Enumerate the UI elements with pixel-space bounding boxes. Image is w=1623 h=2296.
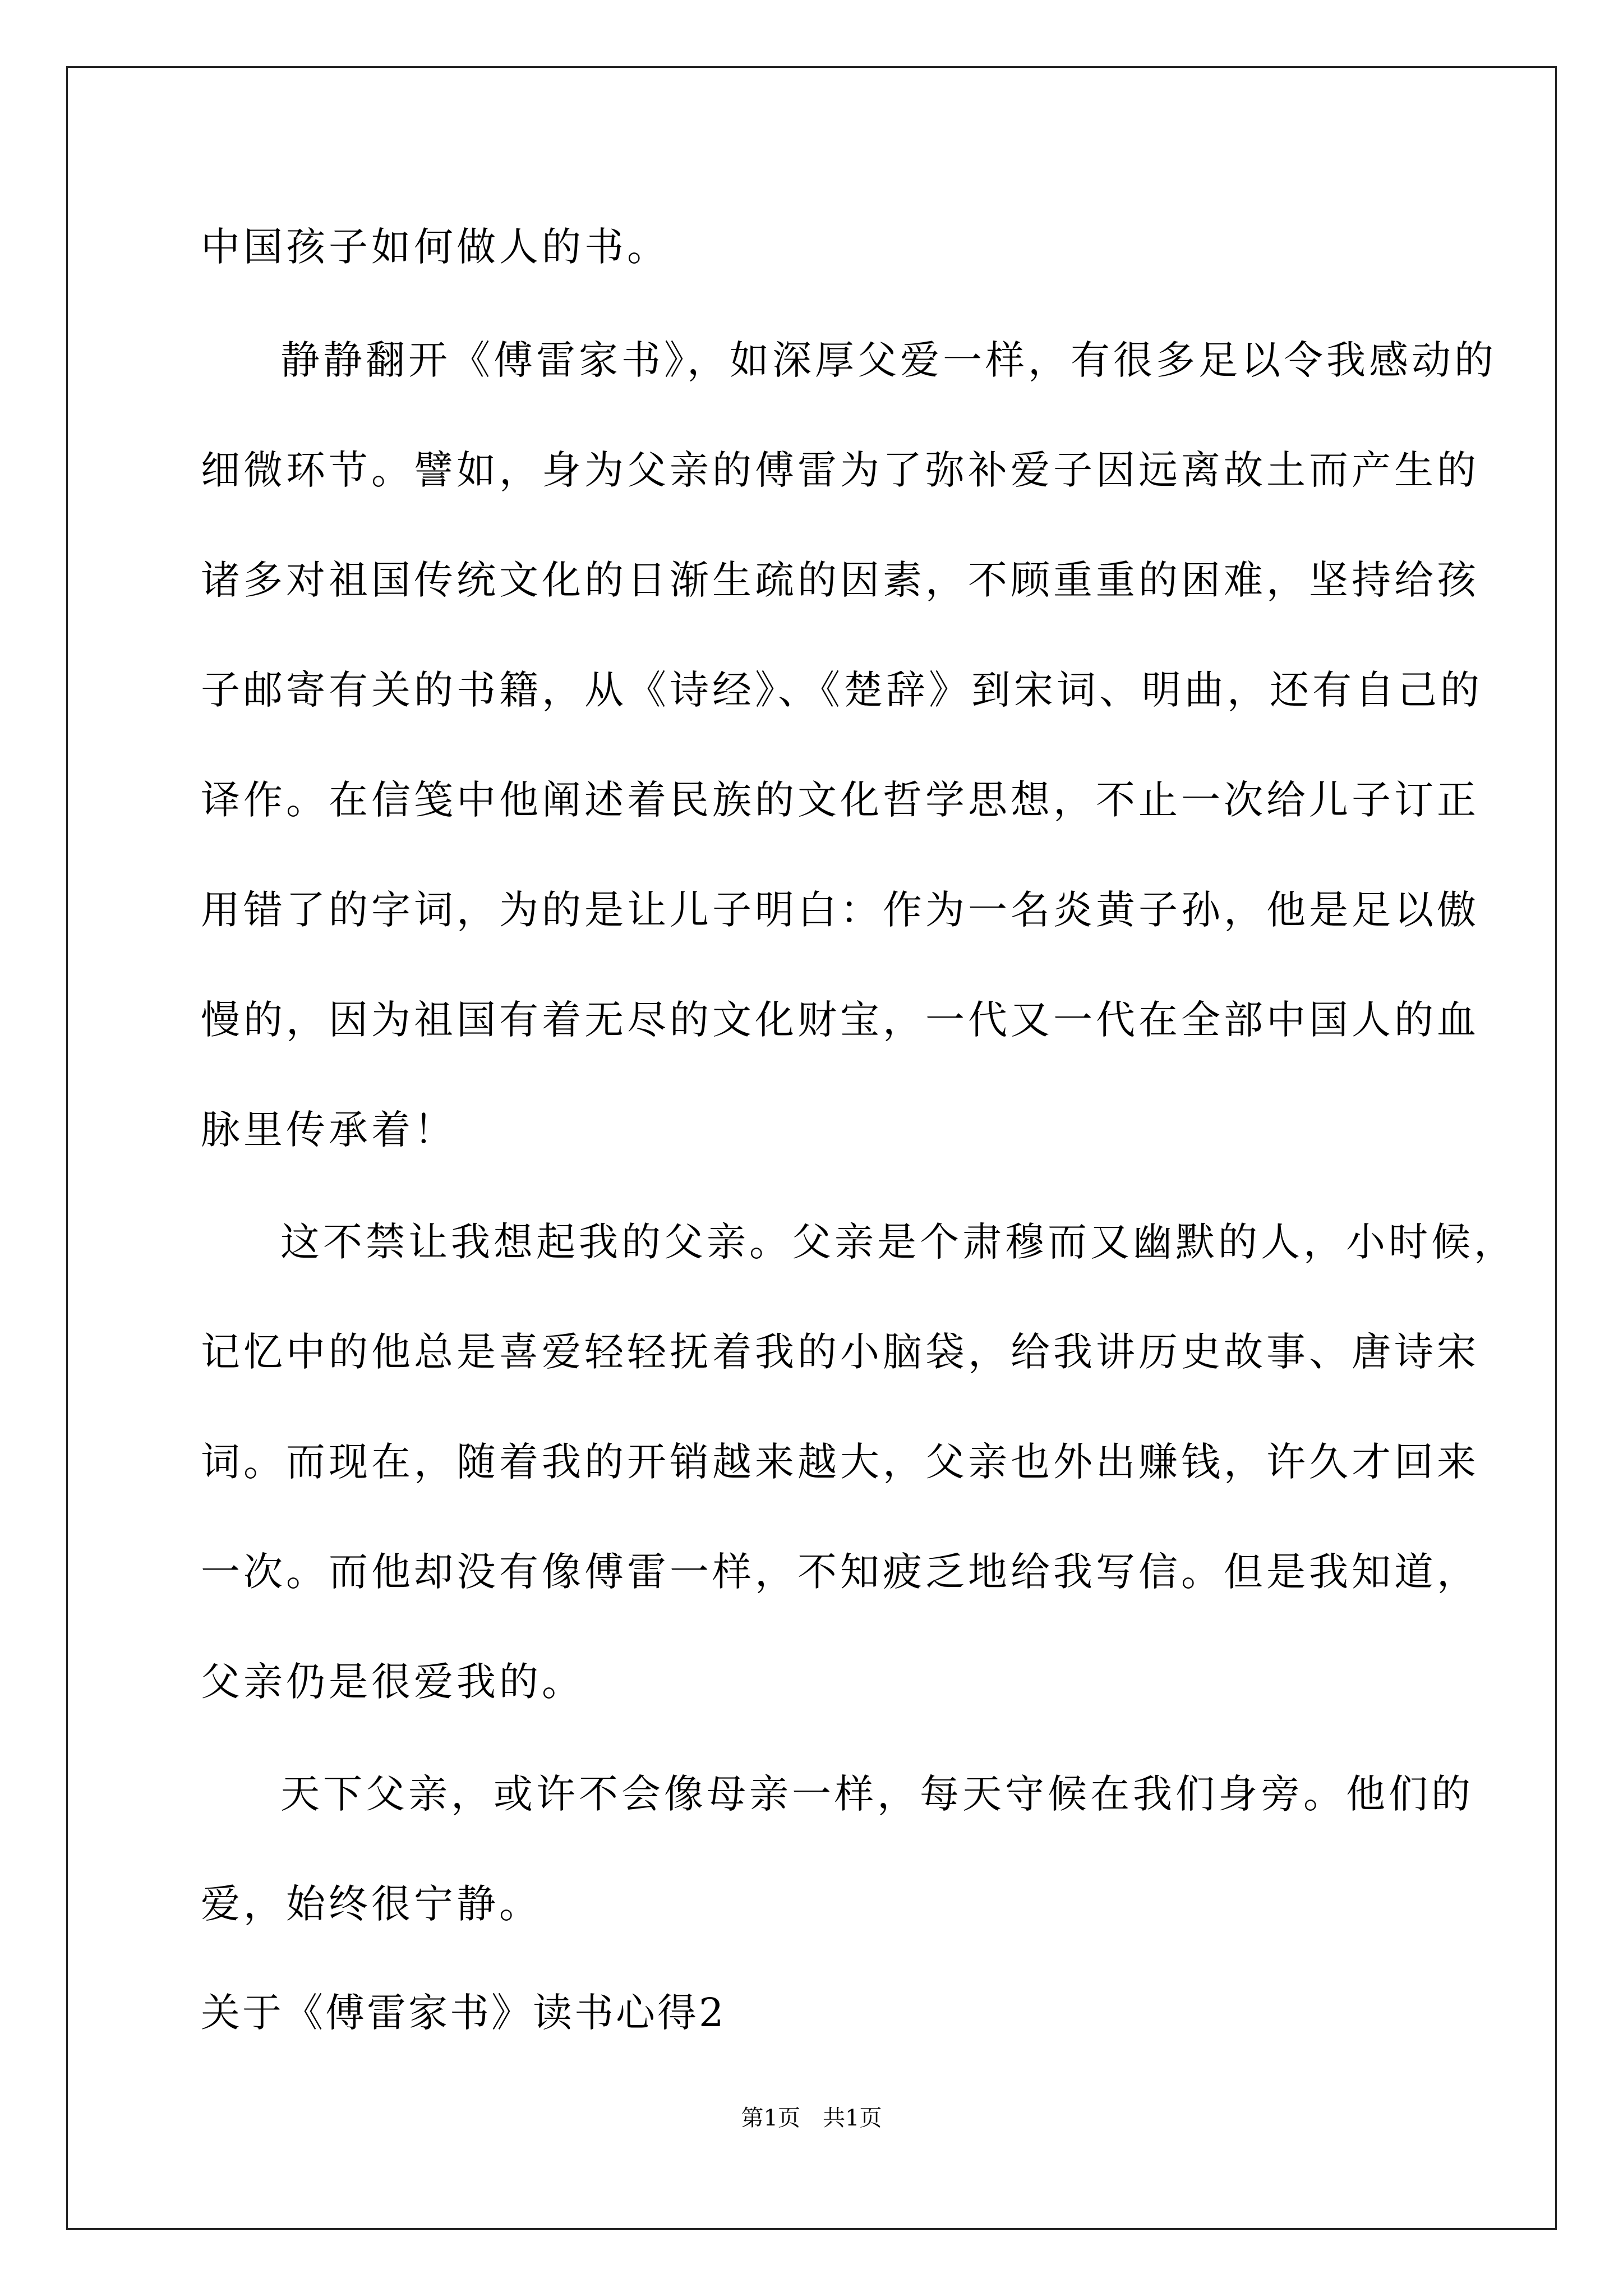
paragraph-line: 天下父亲，或许不会像母亲一样，每天守候在我们身旁。他们的 xyxy=(280,1771,1474,1817)
page-footer: 第1页 共1页 xyxy=(741,2105,882,2131)
paragraph-line: 记忆中的他总是喜爱轻轻抚着我的小脑袋，给我讲历史故事、唐诗宋 xyxy=(201,1329,1479,1375)
paragraph-line: 子邮寄有关的书籍，从《诗经》、《楚辞》到宋词、明曲，还有自己的 xyxy=(201,667,1483,713)
paragraph-line: 慢的，因为祖国有着无尽的文化财宝，一代又一代在全部中国人的血 xyxy=(201,997,1479,1043)
paragraph-line: 译作。在信笺中他阐述着民族的文化哲学思想，不止一次给儿子订正 xyxy=(201,777,1479,823)
paragraph-line: 这不禁让我想起我的父亲。父亲是个肃穆而又幽默的人，小时候， xyxy=(280,1219,1516,1265)
paragraph-line: 词。而现在，随着我的开销越来越大，父亲也外出赚钱，许久才回来 xyxy=(201,1439,1479,1485)
paragraph-line: 一次。而他却没有像傅雷一样，不知疲乏地给我写信。但是我知道， xyxy=(201,1549,1479,1595)
paragraph-line: 中国孩子如何做人的书。 xyxy=(201,224,670,270)
paragraph-line: 爱，始终很宁静。 xyxy=(201,1881,542,1927)
paragraph-line: 父亲仍是很爱我的。 xyxy=(201,1659,584,1705)
paragraph-line: 用错了的字词，为的是让儿子明白：作为一名炎黄子孙，他是足以傲 xyxy=(201,887,1479,933)
paragraph-line: 诸多对祖国传统文化的日渐生疏的因素，不顾重重的困难，坚持给孩 xyxy=(201,557,1479,603)
paragraph-line: 脉里传承着！ xyxy=(201,1107,457,1153)
paragraph-line: 静静翻开《傅雷家书》，如深厚父爱一样，有很多足以令我感动的 xyxy=(280,337,1497,383)
section-heading: 关于《傅雷家书》读书心得2 xyxy=(201,1990,726,2036)
paragraph-line: 细微环节。譬如，身为父亲的傅雷为了弥补爱子因远离故土而产生的 xyxy=(201,447,1479,493)
